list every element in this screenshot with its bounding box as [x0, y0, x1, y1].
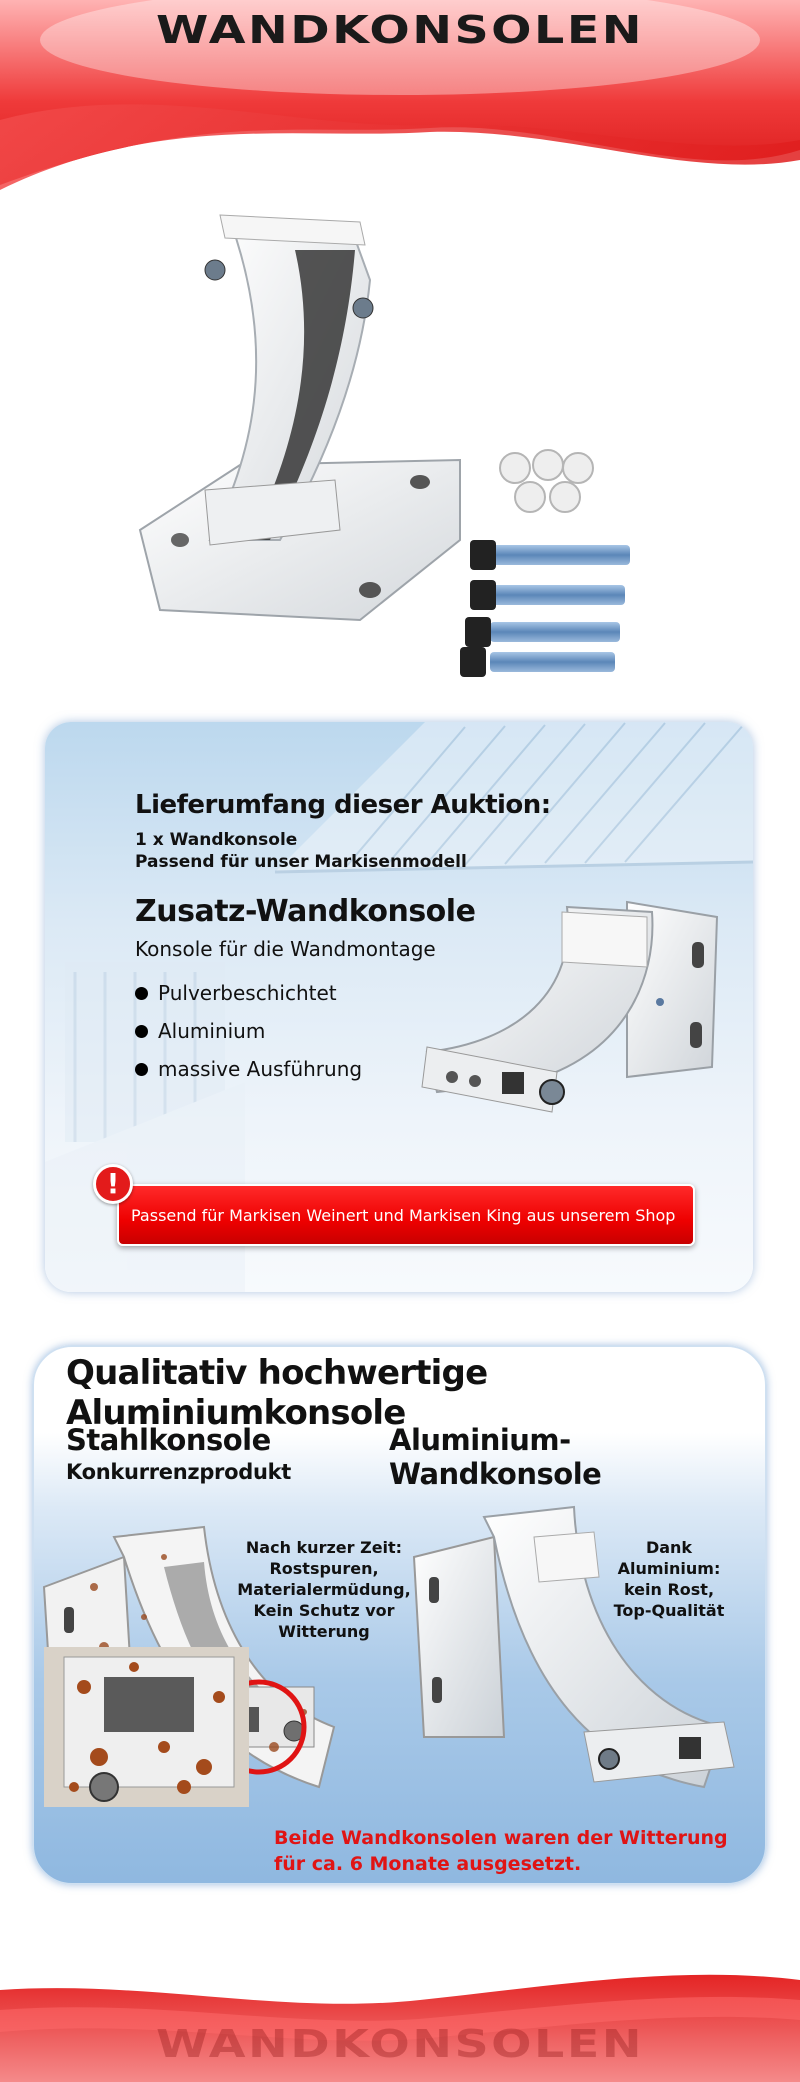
- steel-console-title: Stahlkonsole: [66, 1423, 271, 1457]
- weather-note-line: Beide Wandkonsolen waren der Witterung: [274, 1827, 728, 1849]
- bullet-dot-icon: [135, 1025, 148, 1038]
- list-item: [135, 1012, 362, 1050]
- aluminium-console-note: [594, 1537, 744, 1621]
- comparison-heading: Qualitativ hochwertige Aluminiumkonsole: [66, 1353, 488, 1433]
- steel-note-line: Kein Schutz vor: [253, 1601, 395, 1620]
- product-subtitle: Konsole für die Wandmontage: [135, 937, 436, 961]
- aluminium-note-line: kein Rost,: [623, 1580, 715, 1599]
- bullet-dot-icon: [135, 1063, 148, 1076]
- steel-console-note: [234, 1537, 414, 1642]
- feature-label: Pulverbeschichtet: [158, 981, 337, 1005]
- weather-exposure-note: [274, 1825, 728, 1877]
- bullet-dot-icon: [135, 987, 148, 1000]
- feature-list: [135, 974, 362, 1088]
- rust-closeup-image: [44, 1647, 249, 1807]
- compatibility-warning-box: [117, 1184, 695, 1246]
- aluminium-console-title: Aluminium-Wandkonsole: [389, 1423, 602, 1491]
- weather-note-line: für ca. 6 Monate ausgesetzt.: [274, 1853, 582, 1875]
- cap-nuts-group: [500, 450, 593, 512]
- steel-note-line: Nach kurzer Zeit:: [245, 1538, 403, 1557]
- list-item: [135, 974, 362, 1012]
- header-banner: [0, 0, 800, 190]
- footer-banner: [0, 1960, 800, 2082]
- steel-note-line: Rostspuren,: [269, 1559, 379, 1578]
- info-panel: [45, 722, 753, 1292]
- steel-note-line: Witterung: [278, 1622, 370, 1641]
- product-title: Zusatz-Wandkonsole: [135, 894, 476, 929]
- footer-title: WANDKONSOLEN: [155, 2022, 645, 2066]
- anchor-bolts-group: [460, 540, 630, 677]
- steel-note-line: Materialermüdung,: [237, 1580, 411, 1599]
- console-product-image: [407, 882, 727, 1142]
- list-item: [135, 1050, 362, 1088]
- hero-product-image: [120, 210, 640, 680]
- aluminium-note-line: Dank Aluminium:: [617, 1538, 721, 1578]
- delivery-line-compatibility: Passend für unser Markisenmodell: [135, 852, 467, 872]
- feature-label: Aluminium: [158, 1019, 266, 1043]
- feature-label: massive Ausführung: [158, 1057, 363, 1081]
- exclamation-icon: !: [93, 1164, 133, 1204]
- comparison-panel: [32, 1345, 767, 1885]
- delivery-heading: Lieferumfang dieser Auktion:: [135, 790, 551, 820]
- compatibility-warning-text: Passend für Markisen Weinert und Markisen King aus unserem Shop: [131, 1205, 676, 1225]
- delivery-line-quantity: 1 x Wandkonsole: [135, 830, 298, 850]
- aluminium-note-line: Top-Qualität: [613, 1601, 725, 1620]
- steel-console-subtitle: Konkurrenzprodukt: [66, 1460, 292, 1484]
- page-title: WANDKONSOLEN: [155, 8, 645, 52]
